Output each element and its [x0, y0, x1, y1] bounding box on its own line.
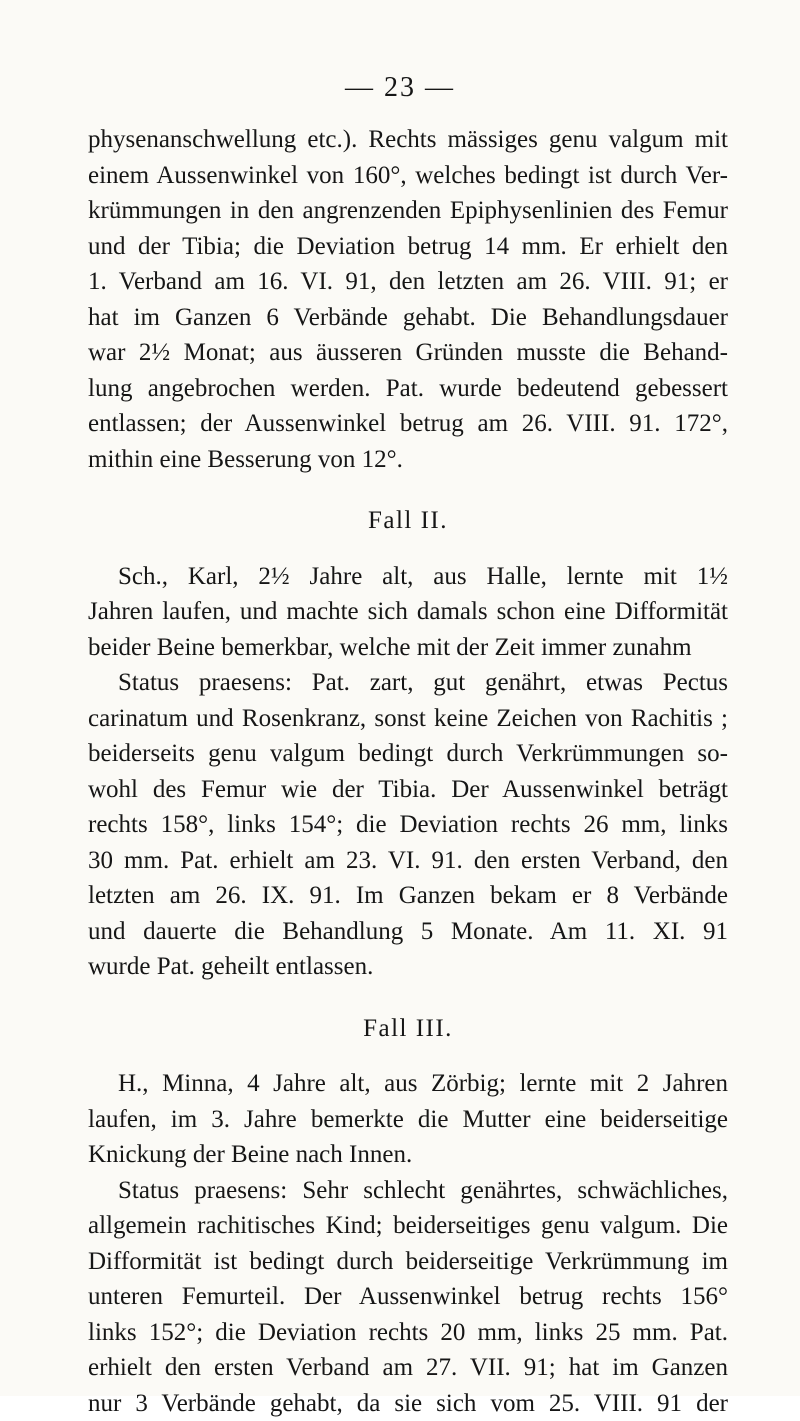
text-line: allgemein rachitisches Kind; beiderseitiges genu valgum. Die	[88, 1208, 728, 1244]
section-heading-fall-2: Fall II.	[88, 503, 728, 539]
body-text	[88, 122, 728, 1421]
case-fall-3	[88, 1066, 728, 1421]
text-line: Sch., Karl, 2½ Jahre alt, aus Halle, lernte mit 1½	[88, 559, 728, 595]
text-line: links 152°; die Deviation rechts 20 mm, links 25 mm. Pat.	[88, 1315, 728, 1351]
text-line: unteren Femurteil. Der Aussenwinkel betrug rechts 156°	[88, 1279, 728, 1315]
text-line: mithin eine Besserung von 12°.	[88, 442, 728, 478]
text-line: wohl des Femur wie der Tibia. Der Aussenwinkel beträgt	[88, 772, 728, 808]
text-line: einem Aussenwinkel von 160°, welches bedingt ist durch Ver-	[88, 158, 728, 194]
paragraph-continued	[88, 122, 728, 477]
text-line: H., Minna, 4 Jahre alt, aus Zörbig; lernte mit 2 Jahren	[88, 1066, 728, 1102]
text-line: Knickung der Beine nach Innen.	[88, 1137, 728, 1173]
text-line: rechts 158°, links 154°; die Deviation rechts 26 mm, links	[88, 807, 728, 843]
text-line: krümmungen in den angrenzenden Epiphysenlinien des Femur	[88, 193, 728, 229]
text-line: beiderseits genu valgum bedingt durch Verkrümmungen so-	[88, 736, 728, 772]
text-line: erhielt den ersten Verband am 27. VII. 91; hat im Ganzen	[88, 1350, 728, 1386]
text-line: war 2½ Monat; aus äusseren Gründen musste die Behand-	[88, 335, 728, 371]
text-line: Status praesens: Sehr schlecht genährtes, schwächliches,	[88, 1173, 728, 1209]
text-line: nur 3 Verbände gehabt, da sie sich vom 25. VIII. 91 der	[88, 1386, 728, 1421]
text-line: beider Beine bemerkbar, welche mit der Zeit immer zunahm	[88, 630, 728, 666]
text-line: 1. Verband am 16. VI. 91, den letzten am 26. VIII. 91; er	[88, 264, 728, 300]
text-line: physenanschwellung etc.). Rechts mässiges genu valgum mit	[88, 122, 728, 158]
section-heading-fall-3: Fall III.	[88, 1011, 728, 1047]
text-line: Jahren laufen, und machte sich damals schon eine Difformität	[88, 594, 728, 630]
text-line: wurde Pat. geheilt entlassen.	[88, 949, 728, 985]
text-line: und dauerte die Behandlung 5 Monate. Am 11. XI. 91	[88, 914, 728, 950]
page-number: — 23 —	[0, 72, 800, 104]
text-line: carinatum und Rosenkranz, sonst keine Zeichen von Rachitis ;	[88, 701, 728, 737]
text-line: Difformität ist bedingt durch beiderseitige Verkrümmung im	[88, 1244, 728, 1280]
text-line: 30 mm. Pat. erhielt am 23. VI. 91. den ersten Verband, den	[88, 843, 728, 879]
case-fall-2	[88, 559, 728, 985]
text-line: entlassen; der Aussenwinkel betrug am 26. VIII. 91. 172°,	[88, 406, 728, 442]
text-line: laufen, im 3. Jahre bemerkte die Mutter eine beiderseitige	[88, 1102, 728, 1138]
text-line: letzten am 26. IX. 91. Im Ganzen bekam er 8 Verbände	[88, 878, 728, 914]
text-line: hat im Ganzen 6 Verbände gehabt. Die Behandlungsdauer	[88, 300, 728, 336]
text-line: und der Tibia; die Deviation betrug 14 mm. Er erhielt den	[88, 229, 728, 265]
text-line: lung angebrochen werden. Pat. wurde bedeutend gebessert	[88, 371, 728, 407]
text-line: Status praesens: Pat. zart, gut genährt, etwas Pectus	[88, 665, 728, 701]
